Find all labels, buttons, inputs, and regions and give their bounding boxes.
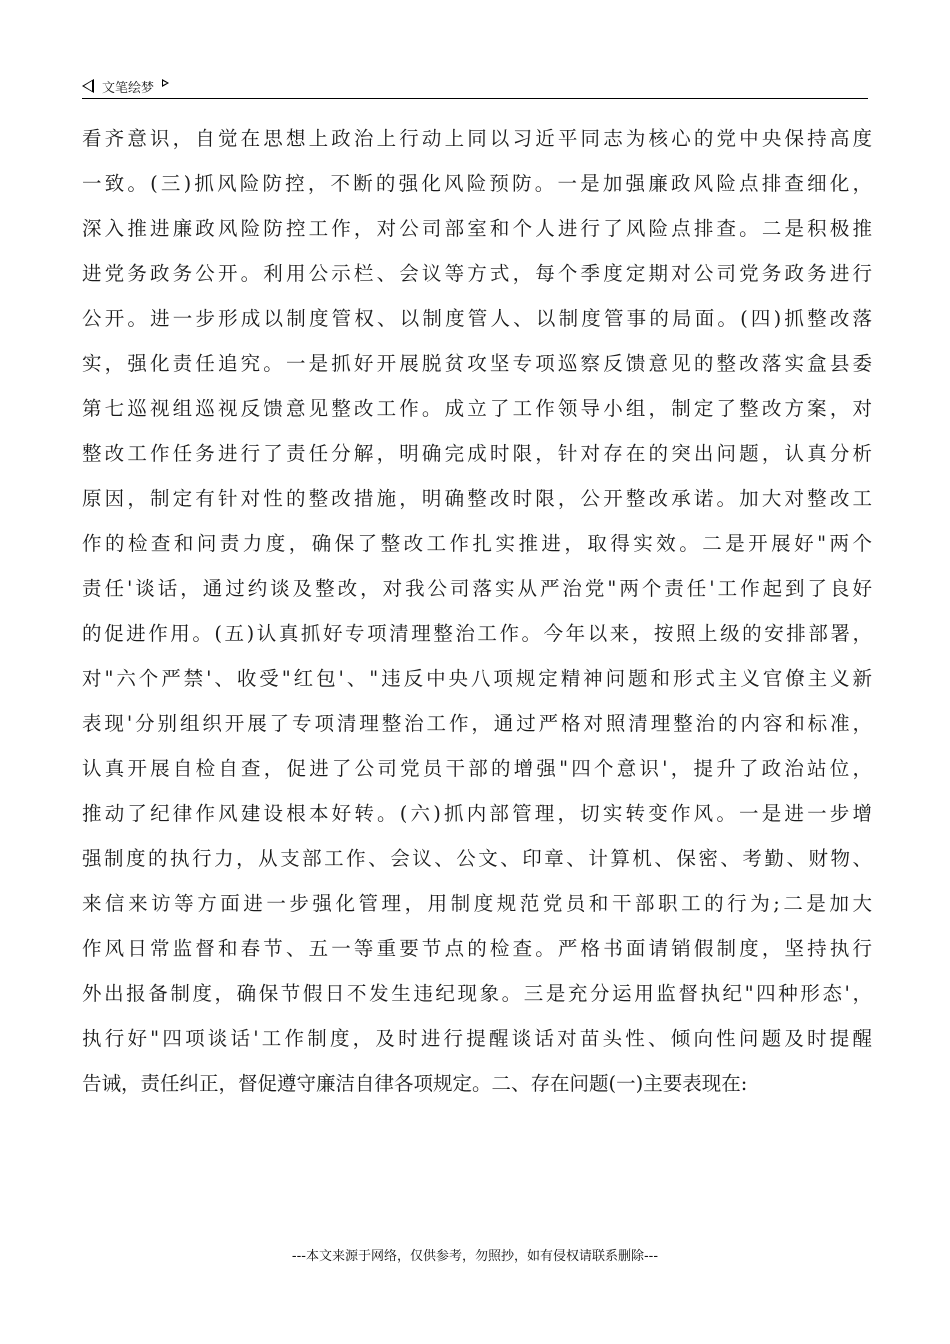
text-line: 公开。进一步形成以制度管权、以制度管人、以制度管事的局面。(四)抓整改落 — [82, 307, 872, 330]
document-body — [82, 116, 872, 1106]
text-line: 原因，制定有针对性的整改措施，明确整改时限，公开整改承诺。加大对整改工 — [82, 487, 872, 510]
text-line: 推动了纪律作风建设根本好转。(六)抓内部管理，切实转变作风。一是进一步增 — [82, 802, 872, 825]
text-line: 整改工作任务进行了责任分解，明确完成时限，针对存在的突出问题，认真分析 — [82, 442, 872, 465]
text-line: 第七巡视组巡视反馈意见整改工作。成立了工作领导小组，制定了整改方案，对 — [82, 397, 872, 420]
text-line: 责任'谈话，通过约谈及整改，对我公司落实从严治党"两个责任'工作起到了良好 — [82, 577, 872, 600]
text-line: 对"六个严禁'、收受"红包'、"违反中央八项规定精神问题和形式主义官僚主义新 — [82, 667, 872, 690]
triangle-left-icon — [82, 79, 94, 93]
text-line: 外出报备制度，确保节假日不发生违纪现象。三是充分运用监督执纪"四种形态'， — [82, 982, 872, 1005]
text-line: 来信来访等方面进一步强化管理，用制度规范党员和干部职工的行为;二是加大 — [82, 892, 872, 915]
text-line: 的促进作用。(五)认真抓好专项清理整治工作。今年以来，按照上级的安排部署， — [82, 622, 872, 645]
header-title: 文笔绘梦 — [102, 80, 155, 96]
text-line: 作的检查和问责力度，确保了整改工作扎实推进，取得实效。二是开展好"两个 — [82, 532, 872, 555]
page-footer: ---本文来源于网络，仅供参考，勿照抄，如有侵权请联系删除--- — [291, 1249, 659, 1264]
text-line: 看齐意识，自觉在思想上政治上行动上同以习近平同志为核心的党中央保持高度 — [82, 127, 872, 150]
text-line: 深入推进廉政风险防控工作，对公司部室和个人进行了风险点排查。二是积极推 — [82, 217, 872, 240]
text-line: 作风日常监督和春节、五一等重要节点的检查。严格书面请销假制度，坚持执行 — [82, 937, 872, 960]
text-line: 一致。(三)抓风险防控，不断的强化风险预防。一是加强廉政风险点排查细化， — [82, 172, 872, 195]
page-header — [82, 74, 868, 99]
text-line: 告诫，责任纠正，督促遵守廉洁自律各项规定。二、存在问题(一)主要表现在: — [82, 1072, 748, 1095]
text-line: 执行好"四项谈话'工作制度，及时进行提醒谈话对苗头性、倾向性问题及时提醒 — [82, 1027, 872, 1050]
text-line: 认真开展自检自查，促进了公司党员干部的增强"四个意识'，提升了政治站位， — [82, 757, 872, 780]
triangle-right-icon — [162, 79, 169, 87]
text-line: 实，强化责任追究。一是抓好开展脱贫攻坚专项巡察反馈意见的整改落实盒县委 — [82, 352, 872, 375]
text-line: 进党务政务公开。利用公示栏、会议等方式，每个季度定期对公司党务政务进行 — [82, 262, 872, 285]
text-line: 表现'分别组织开展了专项清理整治工作，通过严格对照清理整治的内容和标准， — [82, 712, 872, 735]
text-line: 强制度的执行力，从支部工作、会议、公文、印章、计算机、保密、考勤、财物、 — [82, 847, 872, 870]
